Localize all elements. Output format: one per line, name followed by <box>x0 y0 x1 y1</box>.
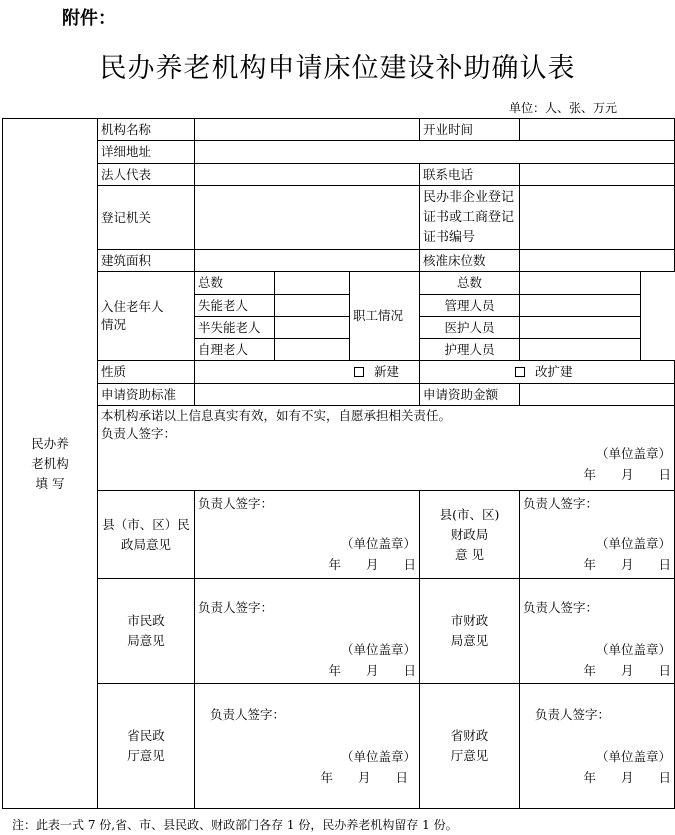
pledge-cell[interactable] <box>98 406 675 491</box>
signer-label: 负责人签字： <box>523 496 599 511</box>
date-label: 年 月 日 <box>583 467 672 482</box>
elderly-label: 入住老年人 情况 <box>98 272 195 361</box>
open-date-label: 开业时间 <box>420 119 520 141</box>
elderly-row-label: 失能老人 <box>195 295 275 317</box>
seal-label: （单位盖章） <box>596 536 672 551</box>
footer-note: 注：此表一式 7 份,省、市、县民政、财政部门各存 1 份，民办养老机构留存 1 份。 <box>12 818 458 832</box>
staff-total-field[interactable] <box>520 272 641 295</box>
staff-row-label: 总数 <box>420 272 520 295</box>
address-label: 详细地址 <box>98 141 195 164</box>
province-finance-label: 省财政 厅意见 <box>420 684 520 809</box>
org-name-field[interactable] <box>195 119 420 141</box>
elderly-disabled-field[interactable] <box>275 295 350 317</box>
date-label: 年 月 日 <box>583 663 672 678</box>
reg-cert-label: 民办非企业登记 证书或工商登记 证书编号 <box>420 186 520 250</box>
county-finance-opinion[interactable] <box>520 491 675 579</box>
county-civil-opinion[interactable] <box>195 491 420 579</box>
staff-row-label: 管理人员 <box>420 295 520 317</box>
staff-row-label: 医护人员 <box>420 317 520 339</box>
city-finance-opinion[interactable] <box>520 579 675 684</box>
signer-label: 负责人签字： <box>198 496 274 511</box>
staff-medical-field[interactable] <box>520 317 641 339</box>
staff-label: 职工情况 <box>350 272 420 361</box>
signer-label: 负责人签字： <box>198 600 274 615</box>
date-label: 年 月 日 <box>328 557 417 572</box>
elderly-total-field[interactable] <box>275 272 350 295</box>
seal-label: （单位盖章） <box>596 642 672 657</box>
province-civil-label: 省民政 厅意见 <box>98 684 195 809</box>
confirmation-form-table <box>2 118 675 809</box>
nature-label: 性质 <box>98 361 195 384</box>
seal-label: （单位盖章） <box>341 642 417 657</box>
checkbox-new[interactable] <box>354 367 364 377</box>
phone-label: 联系电话 <box>420 164 520 186</box>
city-finance-label: 市财政 局意见 <box>420 579 520 684</box>
approved-beds-label: 核准床位数 <box>420 250 520 272</box>
legal-rep-label: 法人代表 <box>98 164 195 186</box>
subsidy-standard-label: 申请资助标准 <box>98 384 195 406</box>
approved-beds-field[interactable] <box>520 250 675 272</box>
signer-label: 负责人签字： <box>535 707 611 722</box>
floor-area-field[interactable] <box>195 250 420 272</box>
county-finance-label: 县(市、区) 财政局 意 见 <box>420 491 520 579</box>
city-civil-label: 市民政 局意见 <box>98 579 195 684</box>
date-label: 年 月 日 <box>583 770 672 785</box>
elderly-semi-disabled-field[interactable] <box>275 317 350 339</box>
opt-new[interactable]: 新建 <box>195 361 420 384</box>
opt-expand[interactable]: 改扩建 <box>420 361 675 384</box>
city-civil-opinion[interactable] <box>195 579 420 684</box>
subsidy-amount-label: 申请资助金额 <box>420 384 520 406</box>
phone-field[interactable] <box>520 164 675 186</box>
subsidy-amount-field[interactable] <box>520 384 675 406</box>
date-label: 年 月 日 <box>328 663 417 678</box>
seal-label: （单位盖章） <box>341 536 417 551</box>
open-date-field[interactable] <box>520 119 675 141</box>
staff-management-field[interactable] <box>520 295 641 317</box>
reg-authority-label: 登记机关 <box>98 186 195 250</box>
signer-label: 负责人签字： <box>210 707 286 722</box>
seal-label: （单位盖章） <box>596 749 672 764</box>
org-name-label: 机构名称 <box>98 119 195 141</box>
staff-nursing-field[interactable] <box>520 339 641 361</box>
signer-label: 负责人签字： <box>101 426 177 441</box>
legal-rep-field[interactable] <box>195 164 420 186</box>
province-finance-opinion[interactable] <box>520 684 675 809</box>
floor-area-label: 建筑面积 <box>98 250 195 272</box>
staff-row-label: 护理人员 <box>420 339 520 361</box>
seal-label: （单位盖章） <box>596 446 672 461</box>
signer-label: 负责人签字： <box>523 600 599 615</box>
pledge-text: 本机构承诺以上信息真实有效，如有不实，自愿承担相关责任。 <box>101 408 452 423</box>
address-field[interactable] <box>195 141 675 164</box>
checkbox-expand[interactable] <box>515 367 525 377</box>
elderly-self-care-field[interactable] <box>275 339 350 361</box>
reg-authority-field[interactable] <box>195 186 420 250</box>
elderly-row-label: 自理老人 <box>195 339 275 361</box>
subsidy-standard-field[interactable] <box>195 384 420 406</box>
page-title: 民办养老机构申请床位建设补助确认表 <box>99 53 576 84</box>
seal-label: （单位盖章） <box>341 749 417 764</box>
attachment-label: 附件： <box>62 8 116 29</box>
date-label: 年 月 日 <box>583 557 672 572</box>
unit-note: 单位：人、张、万元 <box>508 101 617 115</box>
elderly-row-label: 半失能老人 <box>195 317 275 339</box>
province-civil-opinion[interactable] <box>195 684 420 809</box>
section-org-label: 民办养 老机构 填 写 <box>3 119 98 809</box>
county-civil-label: 县（市、区）民 政局意见 <box>98 491 195 579</box>
date-label: 年 月 日 <box>320 770 409 785</box>
reg-cert-field[interactable] <box>520 186 675 250</box>
elderly-row-label: 总数 <box>195 272 275 295</box>
